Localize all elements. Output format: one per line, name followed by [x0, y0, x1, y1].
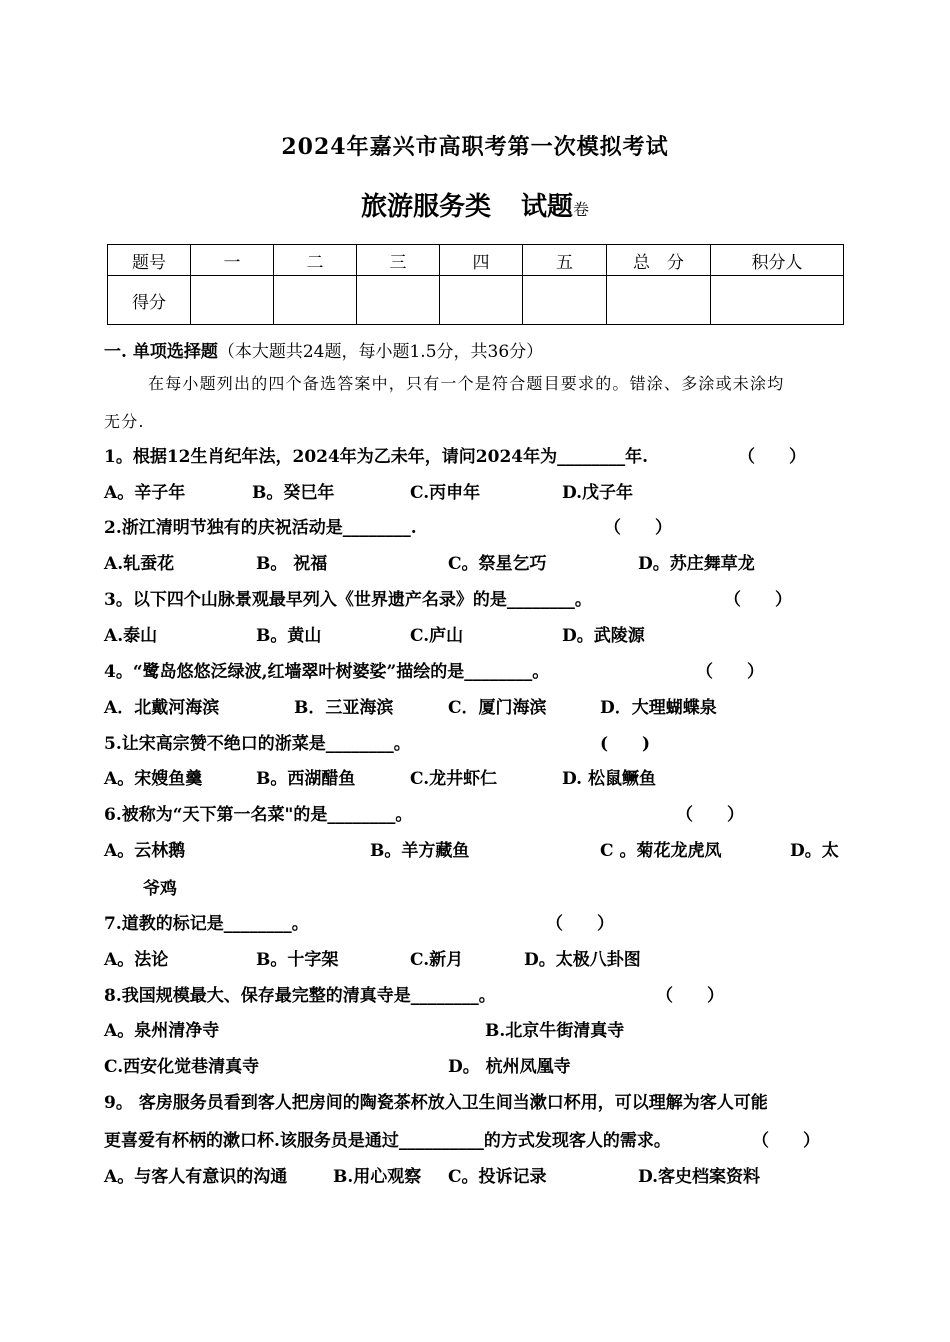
- option-d[interactable]: D. 松鼠鳜鱼: [562, 769, 656, 789]
- option-b[interactable]: B．三亚海滨: [294, 698, 394, 718]
- answer-paren[interactable]: （ ）: [656, 986, 724, 1006]
- options-row: [0, 625, 950, 647]
- question-stem: 3。以下四个山脉景观最早列入《世界遗产名录》的是________。: [104, 590, 592, 610]
- section1-heading-text: 一. 单项选择题: [104, 342, 218, 362]
- options-row: [0, 840, 950, 862]
- option-d[interactable]: D。 杭州凤凰寺: [448, 1057, 571, 1077]
- question-stem-line2: 更喜爱有杯柄的漱口杯.该服务员是通过__________的方式发现客人的需求。: [104, 1131, 671, 1151]
- option-b[interactable]: B。 祝福: [256, 554, 328, 574]
- answer-paren[interactable]: （ ）: [738, 447, 806, 467]
- score-header-cell: 二: [274, 245, 357, 276]
- answer-paren[interactable]: （ ）: [676, 805, 744, 825]
- option-c[interactable]: C.龙井虾仁: [410, 769, 498, 789]
- option-c[interactable]: C．厦门海滨: [448, 698, 547, 718]
- section1-heading-note: （本大题共24题，每小题1.5分，共36分）: [217, 342, 544, 362]
- section1-instruction-line1: 在每小题列出的四个备选答案中，只有一个是符合题目要求的。错涂、多涂或未涂均: [148, 374, 785, 393]
- score-table-score-row: [108, 276, 844, 325]
- score-table-header-row: [108, 245, 844, 276]
- exam-subtitle: [0, 186, 950, 223]
- option-c[interactable]: C。祭星乞巧: [448, 554, 547, 574]
- option-c[interactable]: C 。菊花龙虎凤: [600, 841, 722, 861]
- option-c[interactable]: C.庐山: [410, 626, 464, 646]
- question-stem: 9。 客房服务员看到客人把房间的陶瓷茶杯放入卫生间当漱口杯用，可以理解为客人可能: [104, 1093, 768, 1113]
- option-d[interactable]: D.客史档案资料: [638, 1167, 761, 1187]
- option-b[interactable]: B.用心观察: [333, 1167, 422, 1187]
- subtitle-suffix: 卷: [573, 200, 590, 219]
- option-c[interactable]: C.新月: [410, 950, 464, 970]
- option-c[interactable]: C。投诉记录: [448, 1167, 547, 1187]
- score-header-cell: 四: [440, 245, 523, 276]
- score-header-cell: 题号: [108, 245, 191, 276]
- option-d-continuation: 爷鸡: [143, 879, 177, 899]
- score-header-cell: 五: [523, 245, 607, 276]
- question-stem: 1。根据12生肖纪年法，2024年为乙未年，请问2024年为________年.: [104, 447, 649, 467]
- question-stem: 4。“鹭岛悠悠泛绿波,红墙翠叶树婆娑”描绘的是________。: [104, 662, 550, 682]
- option-b[interactable]: B。癸巳年: [252, 483, 335, 503]
- section1-heading: [104, 341, 543, 363]
- subtitle-second: 试题: [520, 192, 573, 222]
- answer-paren[interactable]: （ ）: [546, 914, 614, 934]
- section1-instruction-line2: 无分.: [104, 412, 145, 431]
- option-c[interactable]: C.西安化觉巷清真寺: [104, 1057, 260, 1077]
- option-a[interactable]: A。泉州清净寺: [104, 1021, 220, 1041]
- option-d[interactable]: D。太极八卦图: [524, 950, 641, 970]
- question-stem: 6.被称为“天下第一名菜"的是________。: [104, 805, 413, 825]
- answer-paren[interactable]: （ ）: [696, 662, 764, 682]
- option-d[interactable]: D。武陵源: [562, 626, 645, 646]
- option-a[interactable]: A。法论: [104, 950, 169, 970]
- score-header-cell: 一: [191, 245, 274, 276]
- option-a[interactable]: A。与客人有意识的沟通: [104, 1167, 288, 1187]
- score-header-cell: 三: [357, 245, 440, 276]
- answer-paren[interactable]: （ ）: [604, 518, 672, 538]
- score-cell[interactable]: [440, 276, 523, 325]
- option-b[interactable]: B.北京牛街清真寺: [485, 1021, 625, 1041]
- score-header-cell: 积分人: [711, 245, 844, 276]
- score-cell[interactable]: [274, 276, 357, 325]
- option-b[interactable]: B。黄山: [256, 626, 322, 646]
- option-a[interactable]: A．北戴河海滨: [104, 698, 220, 718]
- option-d[interactable]: D．大理蝴蝶泉: [600, 698, 717, 718]
- option-b[interactable]: B。十字架: [256, 950, 339, 970]
- score-table: [107, 244, 844, 325]
- options-row: [0, 1056, 950, 1078]
- subtitle-main: 旅游服务类: [360, 192, 491, 222]
- option-b[interactable]: B。羊方藏鱼: [370, 841, 470, 861]
- options-row: [0, 553, 950, 575]
- score-header-cell: 总 分: [607, 245, 711, 276]
- options-row: [0, 697, 950, 719]
- score-cell[interactable]: [357, 276, 440, 325]
- answer-paren[interactable]: （ ）: [724, 590, 792, 610]
- question-stem: 5.让宋高宗赞不绝口的浙菜是________。: [104, 734, 411, 754]
- option-c[interactable]: C.丙申年: [410, 483, 481, 503]
- question-stem: 7.道教的标记是________。: [104, 914, 309, 934]
- option-d[interactable]: D.戊子年: [562, 483, 634, 503]
- score-cell[interactable]: [523, 276, 607, 325]
- option-a[interactable]: A.轧蚕花: [104, 554, 175, 574]
- options-row: [0, 949, 950, 971]
- answer-paren[interactable]: （ ）: [752, 1131, 820, 1151]
- exam-title: 2024年嘉兴市高职考第一次模拟考试: [281, 134, 669, 160]
- answer-paren[interactable]: ( ): [600, 734, 651, 754]
- score-cell[interactable]: [711, 276, 844, 325]
- options-row: [0, 1020, 950, 1042]
- option-a[interactable]: A。辛子年: [104, 483, 186, 503]
- options-row: [0, 1166, 950, 1188]
- question-stem: 8.我国规模最大、保存最完整的清真寺是________。: [104, 986, 496, 1006]
- score-cell[interactable]: [191, 276, 274, 325]
- option-d[interactable]: D。太: [790, 841, 839, 861]
- option-d[interactable]: D。苏庄舞草龙: [638, 554, 755, 574]
- options-row: [0, 482, 950, 504]
- option-a[interactable]: A。宋嫂鱼羹: [104, 769, 203, 789]
- options-row: [0, 768, 950, 790]
- option-a[interactable]: A。云林鹅: [104, 841, 186, 861]
- score-cell[interactable]: [607, 276, 711, 325]
- question-stem: 2.浙江清明节独有的庆祝活动是________.: [104, 518, 417, 538]
- option-b[interactable]: B。西湖醋鱼: [256, 769, 356, 789]
- score-row-label: 得分: [108, 276, 191, 325]
- option-a[interactable]: A.泰山: [104, 626, 158, 646]
